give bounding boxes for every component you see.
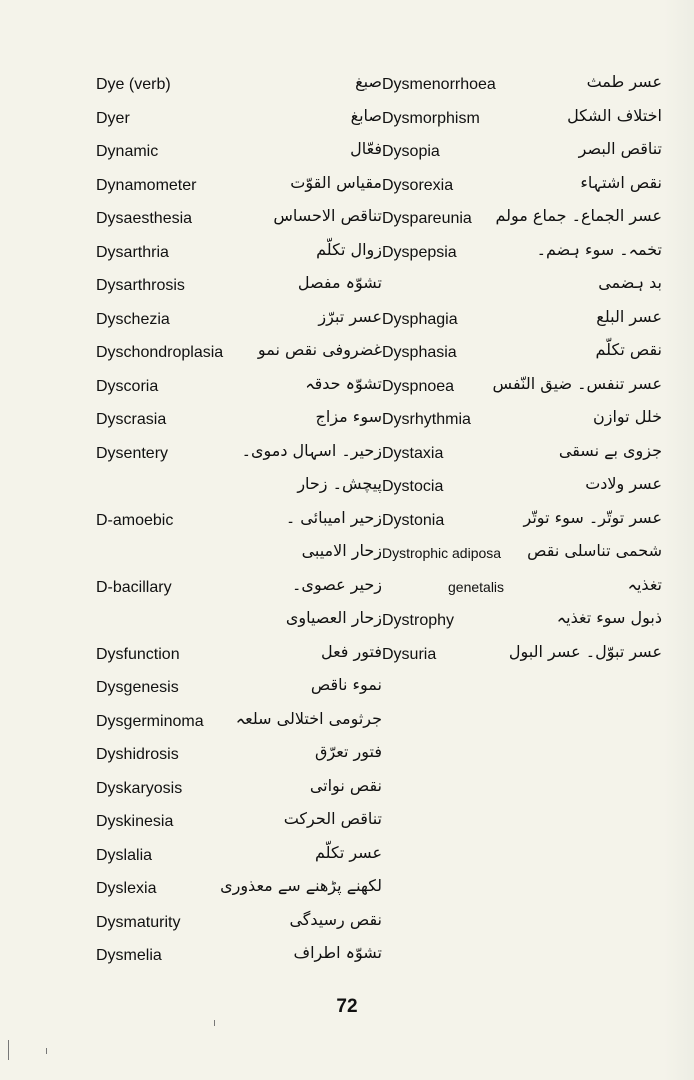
entry-row <box>92 910 382 944</box>
urdu-translation: تشوّہ حدقہ <box>305 373 382 393</box>
entry-row <box>92 106 382 140</box>
english-term: Dysmelia <box>96 947 162 964</box>
english-term: Dye (verb) <box>96 76 171 93</box>
urdu-translation: فعّال <box>350 139 382 158</box>
entry-row <box>92 273 382 307</box>
english-term: Dyshidrosis <box>96 746 179 763</box>
entry-row <box>382 240 662 274</box>
entry-row <box>382 374 662 408</box>
english-term: Dysphagia <box>382 310 458 328</box>
english-term: D-amoebic <box>96 511 174 529</box>
english-term: Dysmaturity <box>96 913 181 931</box>
english-term: Dysphasia <box>382 344 457 361</box>
english-term: Dysmorphism <box>382 109 480 127</box>
english-term: Dyslalia <box>96 846 153 864</box>
entry-row <box>92 474 382 508</box>
entry-row <box>92 776 382 810</box>
urdu-translation: شحمی تناسلی نقص <box>527 541 662 560</box>
entry-row <box>92 340 382 374</box>
urdu-translation: جرثومی اختلالی سلعہ <box>235 708 382 728</box>
english-term: Dyscoria <box>96 377 159 395</box>
entry-row <box>92 441 382 475</box>
entry-row <box>382 340 662 374</box>
urdu-translation: زحیر۔ اسہال دموی۔ <box>241 440 382 460</box>
entry-row <box>382 608 662 642</box>
urdu-translation: فتور فعل <box>320 641 382 661</box>
entry-row <box>92 876 382 910</box>
urdu-translation: ذبول سوء تغذیہ <box>556 608 662 627</box>
entry-row <box>382 72 662 106</box>
urdu-translation: عسر البلع <box>596 306 662 326</box>
entry-row <box>382 441 662 475</box>
english-term: Dyer <box>96 109 130 127</box>
urdu-translation: نقص تکلّم <box>595 340 662 359</box>
entry-row <box>92 709 382 743</box>
urdu-translation: عسر تبرّز <box>318 306 382 326</box>
entry-row <box>382 206 662 240</box>
urdu-translation: تشوّہ مفصل <box>297 273 382 292</box>
entry-row <box>382 273 662 307</box>
urdu-translation: سوء مزاج <box>315 407 382 426</box>
scan-artifact <box>214 1020 215 1026</box>
entry-row <box>382 307 662 341</box>
english-term: Dyspepsia <box>382 243 457 261</box>
urdu-translation: عسر تبوّل۔ عسر البول <box>508 641 662 661</box>
entry-row <box>92 374 382 408</box>
entry-row <box>92 541 382 575</box>
entry-row <box>92 575 382 609</box>
urdu-translation: زوال تکلّم <box>316 239 382 259</box>
entry-row <box>92 809 382 843</box>
urdu-translation: مقیاس القوّت <box>290 172 382 192</box>
entry-row <box>92 742 382 776</box>
urdu-translation: تناقص الاحساس <box>273 206 382 225</box>
entry-row <box>92 173 382 207</box>
english-term: Dysarthrosis <box>96 277 185 294</box>
entry-row <box>382 541 662 575</box>
urdu-translation: زحار الامیبی <box>301 541 382 560</box>
entry-row <box>382 407 662 441</box>
urdu-translation: غضروفی نقص نمو <box>257 340 382 359</box>
entry-row <box>92 407 382 441</box>
english-term: Dyschezia <box>96 310 170 328</box>
urdu-translation: عسر الجماع۔ جماع مولم <box>495 206 662 225</box>
english-term: Dystrophic adiposa <box>382 545 502 561</box>
entry-row <box>92 843 382 877</box>
entry-row <box>92 675 382 709</box>
english-term: Dynamic <box>96 143 159 160</box>
entry-row <box>382 106 662 140</box>
english-term: Dysaesthesia <box>96 210 193 227</box>
english-term: Dystonia <box>382 511 445 529</box>
english-term: Dystocia <box>382 478 444 495</box>
english-term: Dysfunction <box>96 645 180 663</box>
english-term: Dyskinesia <box>96 813 174 830</box>
urdu-translation: فتور تعرّق <box>315 742 382 761</box>
urdu-translation: زحار العصیاوی <box>285 608 382 627</box>
english-term: Dysarthria <box>96 243 169 261</box>
english-term: genetalis <box>448 578 505 595</box>
urdu-translation: خلل توازن <box>592 407 662 426</box>
entry-row <box>382 139 662 173</box>
urdu-translation: نموء ناقص <box>310 675 382 694</box>
urdu-translation: جزوی بے نسقی <box>558 440 662 460</box>
entry-row <box>92 72 382 106</box>
entry-row <box>92 307 382 341</box>
entry-row <box>382 642 662 676</box>
right-column <box>382 72 662 675</box>
urdu-translation: تغذیہ <box>627 574 662 594</box>
urdu-translation: لکھنے پڑھنے سے معذوری <box>220 876 382 895</box>
entry-row <box>382 575 662 609</box>
urdu-translation: صبغ <box>355 72 382 91</box>
urdu-translation: عسر ولادت <box>585 474 662 493</box>
entry-row <box>382 173 662 207</box>
english-term: Dysopia <box>382 143 440 160</box>
english-term: Dyschondroplasia <box>96 344 224 361</box>
urdu-translation: تخمہ۔ سوء ہضم۔ <box>536 239 662 259</box>
urdu-translation: بد ہضمی <box>598 273 662 292</box>
entry-row <box>92 508 382 542</box>
urdu-translation: تناقص البصر <box>578 139 662 158</box>
entry-row <box>382 508 662 542</box>
english-term: Dynamometer <box>96 176 197 194</box>
scan-artifact <box>46 1048 47 1054</box>
left-column <box>92 72 382 977</box>
english-term: Dysuria <box>382 645 437 663</box>
english-term: Dysgenesis <box>96 679 179 696</box>
urdu-translation: تشوّہ اطراف <box>293 943 382 962</box>
urdu-translation: نقص نواتی <box>309 775 382 795</box>
entry-row <box>92 943 382 977</box>
entry-row <box>92 608 382 642</box>
entry-row <box>92 642 382 676</box>
urdu-translation: نقص رسیدگی <box>289 909 382 929</box>
english-term: Dysrhythmia <box>382 411 471 428</box>
urdu-translation: زحیر عصوی۔ <box>292 574 382 594</box>
english-term: Dystaxia <box>382 444 444 462</box>
english-term: Dystrophy <box>382 612 455 629</box>
urdu-translation: تناقص الحرکت <box>283 809 382 828</box>
english-term: Dyspareunia <box>382 210 472 227</box>
urdu-translation: اختلاف الشکل <box>567 105 662 125</box>
scan-artifact <box>8 1040 9 1060</box>
entry-row <box>382 474 662 508</box>
english-term: D-bacillary <box>96 578 172 596</box>
page-number: 72 <box>336 996 358 1017</box>
entry-row <box>92 206 382 240</box>
english-term: Dyscrasia <box>96 411 167 428</box>
english-term: Dysgerminoma <box>96 712 204 730</box>
entry-row <box>92 139 382 173</box>
urdu-translation: عسر تنفس۔ ضیق النّفس <box>492 373 662 393</box>
english-term: Dyslexia <box>96 880 157 897</box>
urdu-translation: نقص اشتہاء <box>580 172 662 192</box>
entry-row <box>92 240 382 274</box>
english-term: Dysentery <box>96 444 169 462</box>
english-term: Dysmenorrhoea <box>382 76 496 93</box>
urdu-translation: پیچش۔ زحار <box>297 474 382 493</box>
urdu-translation: صابغ <box>350 105 382 125</box>
english-term: Dyskaryosis <box>96 779 183 797</box>
english-term: Dysorexia <box>382 176 454 194</box>
urdu-translation: زحیر امیبائی ۔ <box>285 507 382 527</box>
page-edge-shadow <box>664 0 694 1080</box>
urdu-translation: عسر تکلّم <box>315 842 382 862</box>
urdu-translation: عسر طمث <box>586 72 662 91</box>
urdu-translation: عسر توتّر۔ سوء توتّر <box>523 507 662 527</box>
english-term: Dyspnoea <box>382 377 455 395</box>
